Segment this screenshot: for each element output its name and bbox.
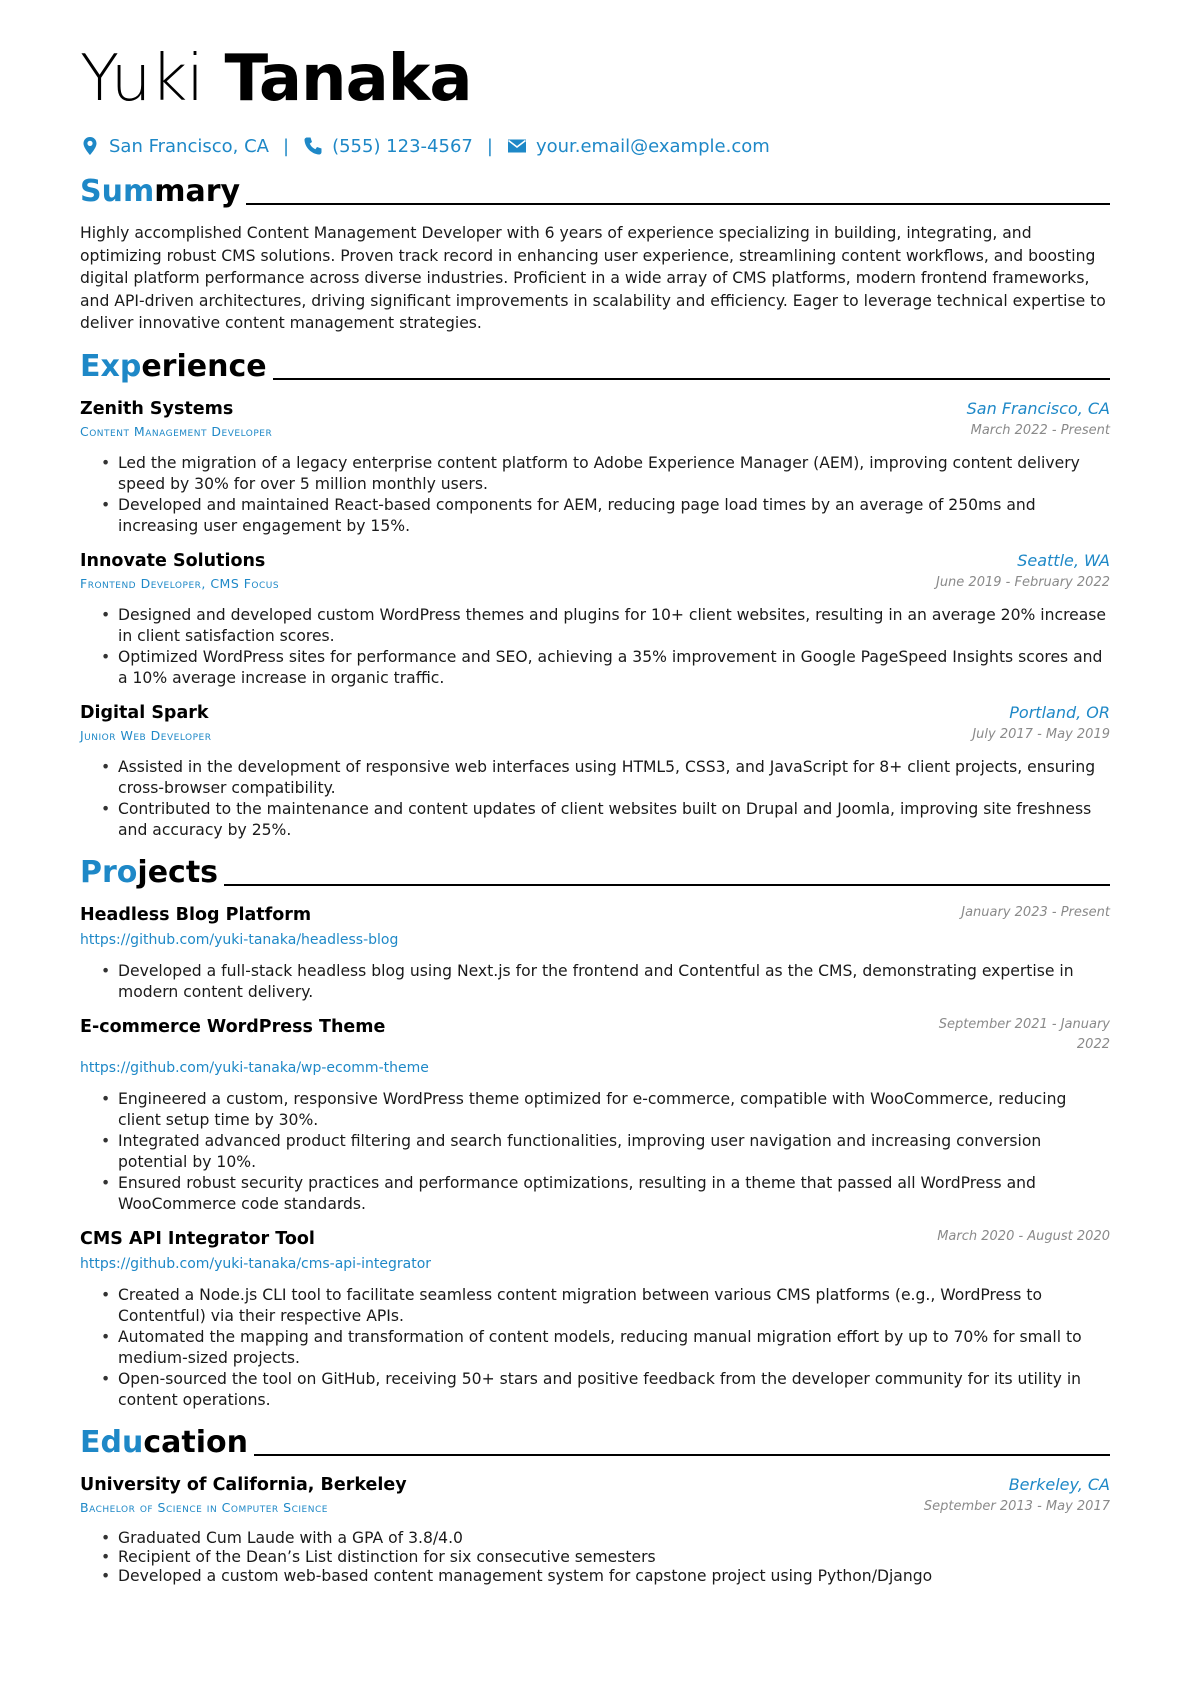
title-rest: mary <box>154 174 241 209</box>
bullet-item: • Integrated advanced product filtering and search functionalities, improving user navigation and increasing conversion potential by 10%. <box>118 1131 1110 1173</box>
envelope-icon <box>507 136 527 156</box>
phone-icon <box>303 136 323 156</box>
job-entry <box>80 549 1110 689</box>
job-bullets <box>80 453 1110 537</box>
company-name: Zenith Systems <box>80 398 234 419</box>
section-title <box>80 349 267 385</box>
job-dates: June 2019 - February 2022 <box>935 574 1110 590</box>
email-text: your.email@example.com <box>535 135 770 157</box>
contact-bar <box>80 132 1110 160</box>
bullet-item: • Recipient of the Dean’s List distinction for six consecutive semesters <box>118 1548 1110 1567</box>
bullet-item: • Developed a full-stack headless blog using Next.js for the frontend and Contentful as the CMS, demonstrating expertise in modern content delivery. <box>118 961 1110 1003</box>
project-name: Headless Blog Platform <box>80 904 312 925</box>
job-dates: March 2022 - Present <box>970 422 1110 438</box>
last-name: Tanaka <box>224 42 472 116</box>
project-dates: January 2023 - Present <box>961 904 1110 920</box>
school-location: Berkeley, CA <box>1008 1474 1110 1494</box>
project-link[interactable]: https://github.com/yuki-tanaka/headless-blog <box>80 931 399 948</box>
experience-heading <box>80 345 1110 385</box>
bullet-item: • Developed and maintained React-based components for AEM, reducing page load times by an average of 250ms and increasing user engagement by 15%. <box>118 495 1110 537</box>
contact-phone[interactable] <box>303 136 473 157</box>
title-accent: Edu <box>80 1424 144 1460</box>
bullet-item: • Graduated Cum Laude with a GPA of 3.8/4.0 <box>118 1529 1110 1548</box>
contact-email[interactable] <box>507 136 770 157</box>
title-rest: jects <box>137 854 219 890</box>
section-rule <box>273 378 1110 380</box>
job-role: Junior Web Developer <box>80 727 212 743</box>
job-entry <box>80 701 1110 841</box>
phone-text: (555) 123-4567 <box>332 135 473 157</box>
project-link[interactable]: https://github.com/yuki-tanaka/wp-ecomm-theme <box>80 1059 429 1076</box>
candidate-name <box>80 40 1110 118</box>
contact-separator: | <box>282 135 290 157</box>
bullet-item: • Developed a custom web-based content management system for capstone project using Python/Django <box>118 1567 1110 1586</box>
school-name: University of California, Berkeley <box>80 1474 407 1495</box>
job-role: Frontend Developer, CMS Focus <box>80 575 280 591</box>
projects-heading <box>80 851 1110 891</box>
project-entry <box>80 903 1110 1003</box>
project-link[interactable]: https://github.com/yuki-tanaka/cms-api-integrator <box>80 1255 432 1272</box>
project-bullets <box>80 1089 1110 1215</box>
project-dates: September 2021 - January 2022 <box>938 1016 1110 1052</box>
bullet-item: • Created a Node.js CLI tool to facilitate seamless content migration between various CMS platforms (e.g., WordPress to Contentful) via their respective APIs. <box>118 1285 1110 1327</box>
job-location: Portland, OR <box>1009 702 1110 722</box>
title-rest: erience <box>141 348 267 384</box>
section-title <box>80 1425 248 1461</box>
map-marker-icon <box>80 136 100 156</box>
bullet-item: • Designed and developed custom WordPress themes and plugins for 10+ client websites, resulting in an average 20% increase in client satisfaction scores. <box>118 605 1110 647</box>
section-rule <box>254 1454 1110 1456</box>
bullet-item: • Led the migration of a legacy enterprise content platform to Adobe Experience Manager (AEM), improving content delivery speed by 30% for over 5 million monthly users. <box>118 453 1110 495</box>
title-rest: cation <box>143 1424 248 1460</box>
education-entry <box>80 1473 1110 1586</box>
job-dates: July 2017 - May 2019 <box>972 726 1110 742</box>
job-location: Seattle, WA <box>1017 550 1110 570</box>
project-name: CMS API Integrator Tool <box>80 1228 315 1249</box>
project-entry <box>80 1227 1110 1411</box>
company-name: Innovate Solutions <box>80 550 266 571</box>
job-role: Content Management Developer <box>80 423 273 439</box>
job-entry <box>80 397 1110 537</box>
education-heading <box>80 1421 1110 1461</box>
education-dates: September 2013 - May 2017 <box>923 1498 1110 1514</box>
section-rule <box>246 203 1110 205</box>
education-bullets <box>80 1529 1110 1586</box>
location-text: San Francisco, CA <box>109 135 269 157</box>
bullet-item: • Ensured robust security practices and performance optimizations, resulting in a theme that passed all WordPress and WooCommerce code standards. <box>118 1173 1110 1215</box>
company-name: Digital Spark <box>80 702 209 723</box>
bullet-item: • Open-sourced the tool on GitHub, receiving 50+ stars and positive feedback from the developer community for its utility in content operations. <box>118 1369 1110 1411</box>
section-title <box>80 855 218 891</box>
contact-separator: | <box>486 135 493 157</box>
title-accent: Pro <box>80 854 138 890</box>
degree: Bachelor of Science in Computer Science <box>80 1499 328 1515</box>
job-bullets <box>80 757 1110 841</box>
project-name: E-commerce WordPress Theme <box>80 1016 386 1037</box>
title-accent: Sum <box>80 174 155 209</box>
summary-text: Highly accomplished Content Management Developer with 6 years of experience specializing in building, integrating, and optimizing robust CMS solutions. Proven track record in enhancing user experience, streamlining content workflows, and boosting digital platform performance across diverse industries. Proficient in a wide array of CMS platforms, modern frontend frameworks, and API-driven architectures, driving significant improvements in scalability and efficiency. Eager to leverage technical expertise to deliver innovative content management strategies. <box>80 224 1106 332</box>
project-bullets <box>80 961 1110 1003</box>
contact-location <box>80 136 269 157</box>
section-rule <box>224 884 1110 886</box>
bullet-item: • Automated the mapping and transformation of content models, reducing manual migration effort by up to 70% for small to medium-sized projects. <box>118 1327 1110 1369</box>
summary-heading <box>80 170 1110 210</box>
first-name: Yuki <box>80 42 204 116</box>
job-location: San Francisco, CA <box>966 398 1110 418</box>
bullet-item: • Assisted in the development of responsive web interfaces using HTML5, CSS3, and JavaScript for 8+ client projects, ensuring cross-browser compatibility. <box>118 757 1110 799</box>
section-title <box>80 174 240 210</box>
title-accent: Exp <box>80 348 142 384</box>
bullet-item: • Optimized WordPress sites for performance and SEO, achieving a 35% improvement in Google PageSpeed Insights scores and a 10% average increase in organic traffic. <box>118 647 1110 689</box>
project-dates: March 2020 - August 2020 <box>937 1228 1110 1244</box>
bullet-item: • Contributed to the maintenance and content updates of client websites built on Drupal and Joomla, improving site freshness and accuracy by 25%. <box>118 799 1110 841</box>
project-bullets <box>80 1285 1110 1411</box>
bullet-item: • Engineered a custom, responsive WordPress theme optimized for e-commerce, compatible with WooCommerce, reducing client setup time by 30%. <box>118 1089 1110 1131</box>
project-entry <box>80 1015 1110 1215</box>
job-bullets <box>80 605 1110 689</box>
